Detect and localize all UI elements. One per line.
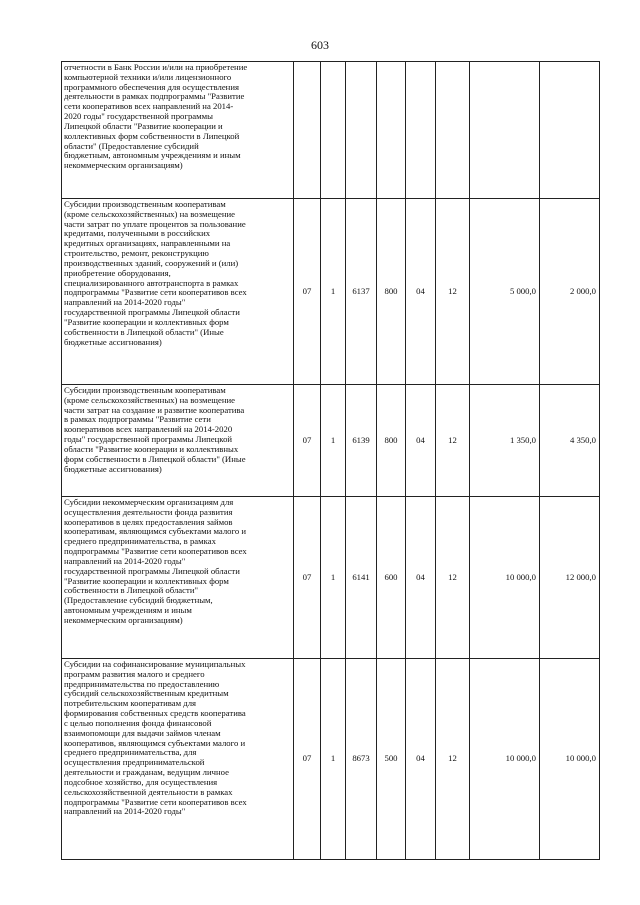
table-row bbox=[62, 497, 600, 659]
cell-amount-2: 12 000,0 bbox=[540, 497, 600, 659]
cell-code-1: 07 bbox=[294, 659, 321, 860]
cell-amount-1 bbox=[470, 62, 540, 199]
cell-code-5: 04 bbox=[406, 497, 436, 659]
cell-code-3: 8673 bbox=[346, 659, 377, 860]
cell-code-4 bbox=[377, 62, 406, 199]
cell-code-3: 6141 bbox=[346, 497, 377, 659]
cell-code-6: 12 bbox=[436, 199, 470, 385]
cell-code-6 bbox=[436, 62, 470, 199]
cell-amount-2: 2 000,0 bbox=[540, 199, 600, 385]
cell-code-5 bbox=[406, 62, 436, 199]
cell-code-2: 1 bbox=[321, 659, 346, 860]
table-row bbox=[62, 199, 600, 385]
cell-code-5: 04 bbox=[406, 385, 436, 497]
cell-code-4: 800 bbox=[377, 199, 406, 385]
cell-code-5: 04 bbox=[406, 199, 436, 385]
cell-amount-2: 4 350,0 bbox=[540, 385, 600, 497]
cell-amount-2 bbox=[540, 62, 600, 199]
cell-code-1: 07 bbox=[294, 497, 321, 659]
page-number: 603 bbox=[311, 38, 329, 52]
cell-code-1 bbox=[294, 62, 321, 199]
cell-code-1: 07 bbox=[294, 385, 321, 497]
cell-amount-1: 10 000,0 bbox=[470, 497, 540, 659]
row-description: Субсидии производственным кооперативам (кроме сельскохозяйственных) на возмещение части затрат по уплате процентов за пользование кредитами, полученными в российских кредитных организациях, направленными на строительство, ремонт, реконструкцию производственных зданий, сооружений и (или) приобретение оборудования, специализированного автотранспорта в рамках подпрограммы "Развитие сети кооперативов всех направлений на 2014-2020 годы" государственной программы Липецкой области "Развитие кооперации и коллективных форм собственности в Липецкой области" (Иные бюджетные ассигнования) bbox=[62, 199, 294, 385]
cell-code-1: 07 bbox=[294, 199, 321, 385]
cell-code-4: 800 bbox=[377, 385, 406, 497]
table-body bbox=[62, 62, 600, 860]
row-description: Субсидии производственным кооперативам (кроме сельскохозяйственных) на возмещение части затрат на создание и развитие кооператива в рамках подпрограммы "Развитие сети кооперативов всех направлений на 2014-2020 годы" государственной программы Липецкой области "Развитие кооперации и коллективных форм собственности в Липецкой области" (Иные бюджетные ассигнования) bbox=[62, 385, 294, 497]
cell-code-3 bbox=[346, 62, 377, 199]
cell-code-6: 12 bbox=[436, 659, 470, 860]
cell-code-2: 1 bbox=[321, 199, 346, 385]
cell-code-6: 12 bbox=[436, 497, 470, 659]
cell-code-3: 6139 bbox=[346, 385, 377, 497]
budget-table bbox=[61, 61, 600, 860]
table-row bbox=[62, 62, 600, 199]
table-row bbox=[62, 659, 600, 860]
cell-amount-1: 5 000,0 bbox=[470, 199, 540, 385]
cell-amount-2: 10 000,0 bbox=[540, 659, 600, 860]
cell-code-2: 1 bbox=[321, 497, 346, 659]
row-description: Субсидии на софинансирование муниципальных программ развития малого и среднего предпринимательства по предоставлению субсидий сельскохозяйственным кредитным потребительским кооперативам для формирования собственных средств кооператива с целью пополнения фонда финансовой взаимопомощи для выдачи займов членам кооперативов, являющимся субъектами малого и среднего предпринимательства, для осуществления предпринимательской деятельности и гражданам, ведущим личное подсобное хозяйство, для осуществления сельскохозяйственной деятельности в рамках подпрограммы "Развитие сети кооперативов всех направлений на 2014-2020 годы" bbox=[62, 659, 294, 860]
cell-amount-1: 10 000,0 bbox=[470, 659, 540, 860]
cell-code-2 bbox=[321, 62, 346, 199]
cell-code-4: 600 bbox=[377, 497, 406, 659]
cell-code-6: 12 bbox=[436, 385, 470, 497]
cell-code-4: 500 bbox=[377, 659, 406, 860]
row-description: Субсидии некоммерческим организациям для осуществления деятельности фонда развития кооперативов в целях предоставления займов кооперативам, являющимся субъектами малого и среднего предпринимательства, в рамках подпрограммы "Развитие сети кооперативов всех направлений на 2014-2020 годы" государственной программы Липецкой области "Развитие кооперации и коллективных форм собственности в Липецкой области" (Предоставление субсидий бюджетным, автономным учреждениям и иным некоммерческим организациям) bbox=[62, 497, 294, 659]
cell-code-2: 1 bbox=[321, 385, 346, 497]
cell-amount-1: 1 350,0 bbox=[470, 385, 540, 497]
row-description: отчетности в Банк России и/или на приобретение компьютерной техники и/или лицензионного программного обеспечения для осуществления деятельности в рамках подпрограммы "Развитие сети кооперативов всех направлений на 2014- 2020 годы" государственной программы Липецкой области "Развитие кооперации и коллективных форм собственности в Липецкой области" (Предоставление субсидий бюджетным, автономным учреждениям и иным некоммерческим организациям) bbox=[62, 62, 294, 199]
table-row bbox=[62, 385, 600, 497]
cell-code-3: 6137 bbox=[346, 199, 377, 385]
cell-code-5: 04 bbox=[406, 659, 436, 860]
